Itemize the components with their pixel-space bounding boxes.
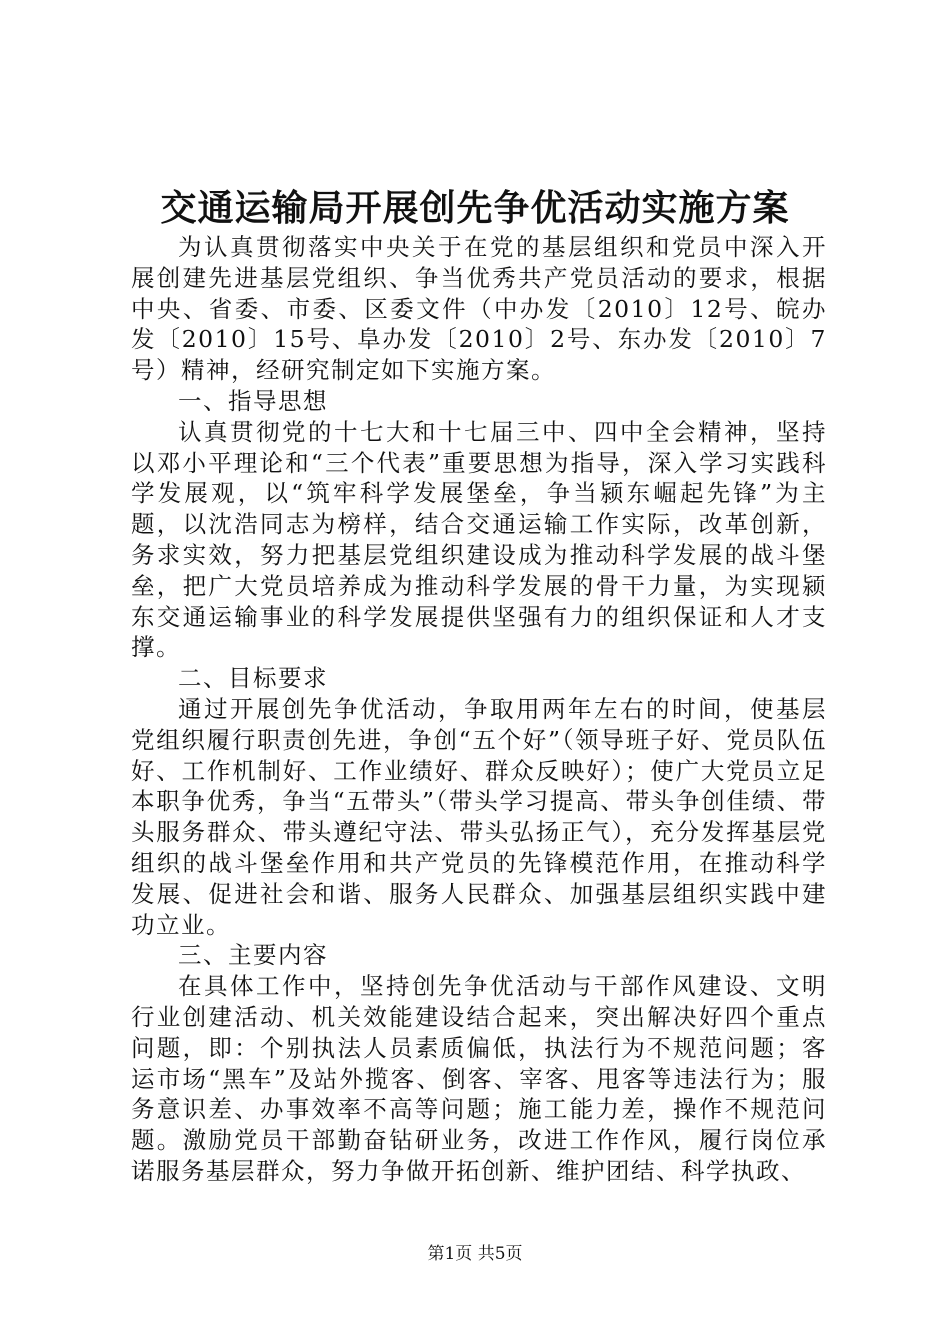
- section-heading-guiding-thought: 一、指导思想: [178, 386, 328, 415]
- document-title: 交通运输局开展创先争优活动实施方案: [160, 187, 790, 229]
- main-content-paragraph: 在具体工作中，坚持创先争优活动与干部作风建设、文明行业创建活动、机关效能建设结合起来，突出解决好四个重点问题，即：个别执法人员素质偏低，执法行为不规范问题；客运市场“黑车”及站外揽客、倒客、宰客、甩客等违法行为；服务意识差、办事效率不高等问题；施工能力差，操作不规范问题。激励党员干部勤奋钻研业务，改进工作作风，履行岗位承诺服务基层群众，努力争做开拓创新、维护团结、科学执政、: [131, 972, 827, 1185]
- goals-paragraph: 通过开展创先争优活动，争取用两年左右的时间，使基层党组织履行职责创先进，争创“五个好”（领导班子好、党员队伍好、工作机制好、工作业绩好、群众反映好）；使广大党员立足本职争优秀，争当“五带头”（带头学习提高、带头争创佳绩、带头服务群众、带头遵纪守法、带头弘扬正气），充分发挥基层党组织的战斗堡垒作用和共产党员的先锋模范作用，在推动科学发展、促进社会和谐、服务人民群众、加强基层组织实践中建功立业。: [131, 694, 827, 939]
- page-number-footer: 第1页 共5页: [427, 1244, 523, 1264]
- intro-paragraph: 为认真贯彻落实中央关于在党的基层组织和党员中深入开展创建先进基层党组织、争当优秀共产党员活动的要求，根据中央、省委、市委、区委文件（中办发〔2010〕12号、皖办发〔2010〕15号、阜办发〔2010〕2号、东办发〔2010〕7号）精神，经研究制定如下实施方案。: [131, 233, 827, 385]
- section-heading-main-content: 三、主要内容: [178, 941, 328, 970]
- section-heading-goals: 二、目标要求: [178, 664, 328, 693]
- document-body: [131, 232, 827, 1187]
- guiding-thought-paragraph: 认真贯彻党的十七大和十七届三中、四中全会精神，坚持以邓小平理论和“三个代表”重要思想为指导，深入学习实践科学发展观，以“筑牢科学发展堡垒，争当颍东崛起先锋”为主题，以沈浩同志为榜样，结合交通运输工作实际，改革创新，务求实效，努力把基层党组织建设成为推动科学发展的战斗堡垒，把广大党员培养成为推动科学发展的骨干力量，为实现颍东交通运输事业的科学发展提供坚强有力的组织保证和人才支撑。: [131, 417, 827, 662]
